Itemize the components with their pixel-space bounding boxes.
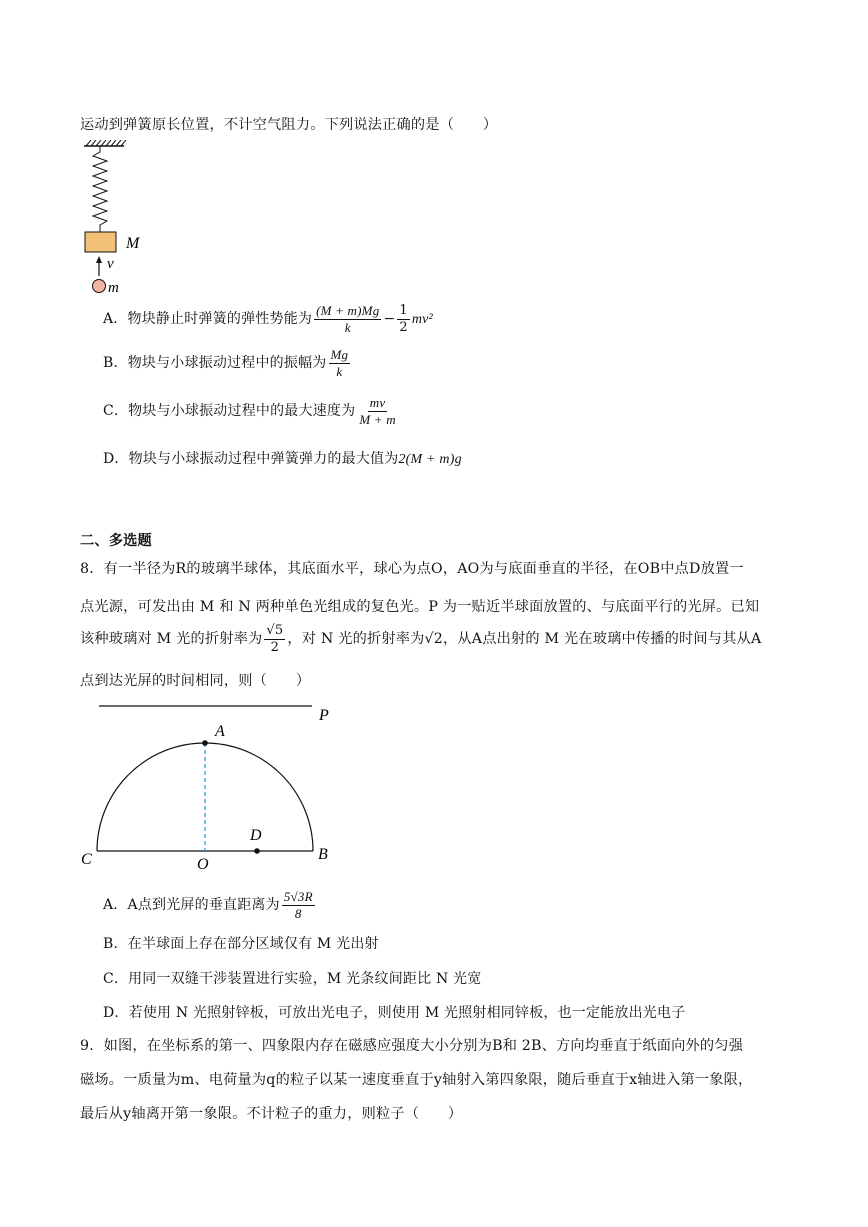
q7-intro: 运动到弹簧原长位置，不计空气阻力。下列说法正确的是（ ） <box>80 117 498 133</box>
label-C: C <box>81 851 92 868</box>
label-D: D <box>250 827 262 844</box>
label-m: m <box>108 280 119 296</box>
fraction-half: $\frac{1}{2}$ <box>399 303 408 335</box>
label-B: B <box>318 846 328 863</box>
fraction: $\frac{(M + m)Mg}{k}$ <box>316 303 380 335</box>
q8-option-d: D．若使用 N 光照射锌板，可放出光电子，则使用 M 光照射相同锌板，也一定能放出光电子 <box>103 1005 686 1021</box>
q7-option-d: D．物块与小球振动过程中弹簧弹力的最大值为2(M + m)g <box>103 451 462 467</box>
q8-option-a: A．A点到光屏的垂直距离为 $\frac{5√3R}{8}$ <box>103 889 313 921</box>
q8-line-4: 点到达光屏的时间相同，则（ ） <box>80 673 311 689</box>
label-P: P <box>319 707 329 724</box>
q8-line-1: 8．有一半径为R的玻璃半球体，其底面水平，球心为点O，AO为与底面垂直的半径，在OB中点D放置一 <box>80 561 744 577</box>
q9-line-2: 磁场。一质量为m、电荷量为q的粒子以某一速度垂直于y轴射入第四象限，随后垂直于x轴进入第一象限， <box>80 1072 753 1088</box>
fraction: $\frac{5√3R}{8}$ <box>283 889 313 921</box>
hemisphere-figure <box>76 698 346 876</box>
label-A: A <box>215 723 225 740</box>
spring-mass-figure <box>78 140 158 300</box>
q8-line-3: 该种玻璃对 M 光的折射率为 $\frac{√5}{2}$ ，对 N 光的折射率为√2，从A点出射的 M 光在玻璃中传播的时间与其从A <box>80 623 762 655</box>
q7-option-b: B．物块与小球振动过程中的振幅为 $\frac{Mg}{k}$ <box>103 347 349 379</box>
q8-line-2: 点光源，可发出由 M 和 N 两种单色光组成的复色光。P 为一贴近半球面放置的、与底面平行的光屏。已知 <box>80 599 760 615</box>
q7-option-c: C．物块与小球振动过程中的最大速度为 $\frac{mv}{M + m}$ <box>103 395 396 427</box>
q9-line-3: 最后从y轴离开第一象限。不计粒子的重力，则粒子（ ） <box>80 1106 463 1122</box>
fraction: $\frac{mv}{M + m}$ <box>359 395 396 427</box>
label-v: v <box>107 256 114 272</box>
section-title: 二、多选题 <box>80 533 152 549</box>
q8-option-c: C．用同一双缝干涉装置进行实验，M 光条纹间距比 N 光宽 <box>103 971 482 987</box>
q9-line-1: 9．如图，在坐标系的第一、四象限内存在磁感应强度大小分别为B和 2B、方向均垂直于纸面向外的匀强 <box>80 1038 744 1054</box>
label-O: O <box>197 856 209 873</box>
label-M: M <box>126 235 140 252</box>
fraction-index-m: $\frac{√5}{2}$ <box>266 623 284 655</box>
q8-option-b: B．在半球面上存在部分区域仅有 M 光出射 <box>103 936 379 952</box>
fraction: $\frac{Mg}{k}$ <box>330 347 349 379</box>
q7-option-a: A．物块静止时弹簧的弹性势能为 $\frac{(M + m)Mg}{k}$ − $\frac{1}{2}$ mv² <box>103 303 433 335</box>
